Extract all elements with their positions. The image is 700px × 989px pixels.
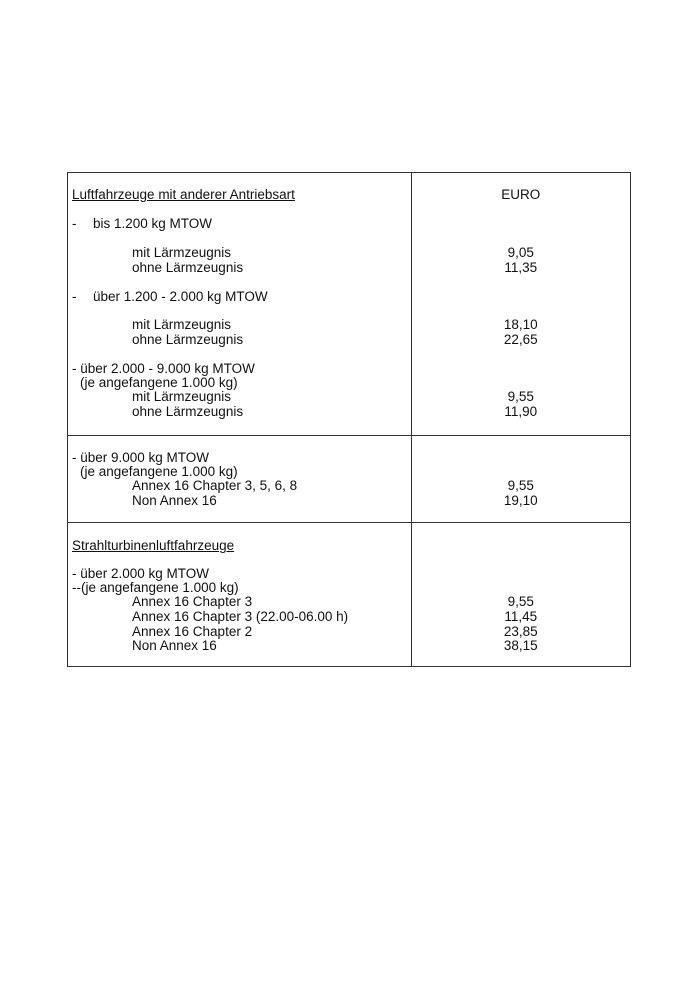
group-sublabel: (je angefangene 1.000 kg) bbox=[80, 375, 238, 390]
row-value: 23,85 bbox=[503, 624, 538, 639]
section-other-propulsion bbox=[68, 173, 631, 436]
group-label-over-9000: - über 9.000 kg MTOW bbox=[72, 450, 210, 465]
row-label: Annex 16 Chapter 3 (22.00-06.00 h) bbox=[132, 609, 349, 624]
group-label-2000-9000: - über 2.000 - 9.000 kg MTOW bbox=[72, 361, 255, 376]
row-label: ohne Lärmzeugnis bbox=[132, 404, 244, 419]
group-label-over-2000: - über 2.000 kg MTOW bbox=[72, 566, 210, 581]
row-value: 18,10 bbox=[503, 317, 538, 332]
section-over-9000 bbox=[68, 436, 631, 523]
row-value: 19,10 bbox=[503, 493, 538, 508]
section-title-other-propulsion: Luftfahrzeuge mit anderer Antriebsart bbox=[72, 187, 295, 202]
section-jet-aircraft-labels bbox=[68, 523, 412, 667]
row-value: 22,65 bbox=[503, 332, 538, 347]
row-label: mit Lärmzeugnis bbox=[132, 245, 232, 260]
row-label: mit Lärmzeugnis bbox=[132, 317, 232, 332]
row-label: mit Lärmzeugnis bbox=[132, 389, 232, 404]
section-over-9000-values bbox=[411, 436, 630, 523]
row-label: Annex 16 Chapter 3, 5, 6, 8 bbox=[132, 478, 298, 493]
row-value: 11,35 bbox=[504, 260, 538, 275]
row-value: 38,15 bbox=[503, 638, 538, 653]
group-dash: - bbox=[72, 216, 77, 231]
group-label-up-to-1200: bis 1.200 kg MTOW bbox=[93, 216, 213, 231]
row-value: 11,45 bbox=[504, 609, 538, 624]
row-label: Non Annex 16 bbox=[132, 493, 217, 508]
row-value: 9,55 bbox=[507, 478, 534, 493]
row-label: ohne Lärmzeugnis bbox=[132, 332, 244, 347]
row-value: 9,55 bbox=[507, 594, 534, 609]
currency-header: EURO bbox=[501, 187, 541, 202]
group-sublabel: (je angefangene 1.000 kg) bbox=[80, 464, 238, 479]
section-title-jet-aircraft: Strahlturbinenluftfahrzeuge bbox=[72, 538, 235, 553]
group-dash: - bbox=[72, 289, 77, 304]
fee-table bbox=[67, 172, 631, 667]
row-label: Non Annex 16 bbox=[132, 638, 217, 653]
section-other-propulsion-labels bbox=[68, 173, 412, 436]
group-sublabel: --(je angefangene 1.000 kg) bbox=[72, 580, 239, 595]
row-value: 11,90 bbox=[504, 404, 538, 419]
section-jet-aircraft bbox=[68, 523, 631, 667]
section-over-9000-labels bbox=[68, 436, 412, 523]
section-jet-aircraft-values bbox=[411, 523, 630, 667]
row-value: 9,05 bbox=[507, 245, 534, 260]
group-label-1200-2000: über 1.200 - 2.000 kg MTOW bbox=[93, 289, 268, 304]
row-label: Annex 16 Chapter 3 bbox=[132, 594, 253, 609]
section-other-propulsion-values bbox=[411, 173, 630, 436]
row-value: 9,55 bbox=[507, 389, 534, 404]
row-label: Annex 16 Chapter 2 bbox=[132, 624, 253, 639]
row-label: ohne Lärmzeugnis bbox=[132, 260, 244, 275]
